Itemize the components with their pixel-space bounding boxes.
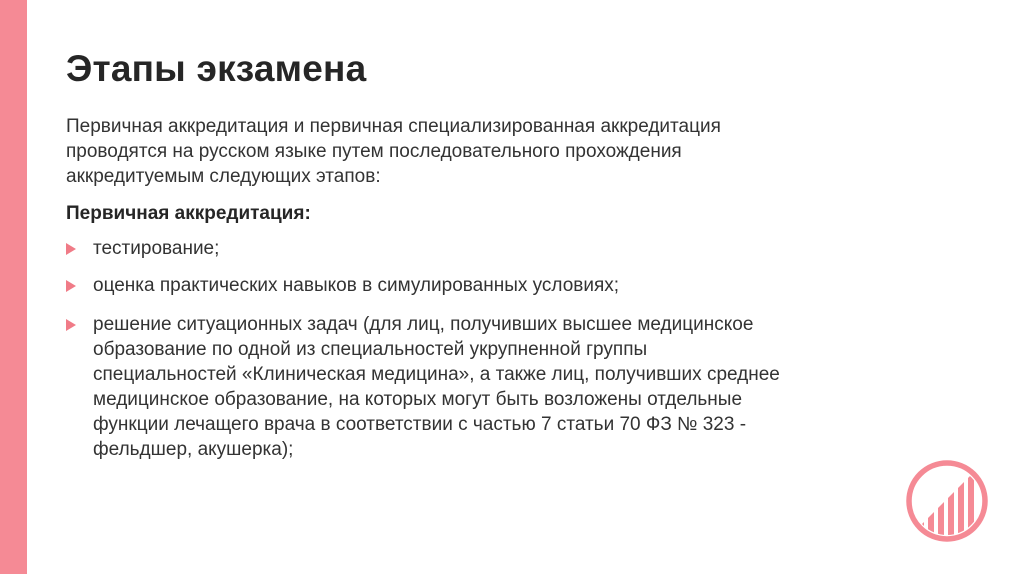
growth-chart-logo-icon <box>904 458 990 544</box>
slide-title: Этапы экзамена <box>66 48 367 89</box>
bullet-text: решение ситуационных задач (для лиц, получивших высшее медицинское образование по одной из специальностей укрупненной группы специальностей «Клиническая медицина», а также лиц, получивших среднее медицинское образование, на которых могут быть возложены отдельные функции лечащего врача в соответствии с частью 7 статьи 70 ФЗ № 323 - фельдшер, акушерка); <box>93 314 780 460</box>
triangle-right-icon <box>66 319 76 331</box>
bullet-text: тестирование; <box>93 238 220 259</box>
intro-paragraph: Первичная аккредитация и первичная специализированная аккредитация проводятся на русском языке путем последовательного прохождения аккредитуемым следующих этапов: <box>66 116 721 187</box>
subheading: Первичная аккредитация: <box>66 203 311 224</box>
bullet-text: оценка практических навыков в симулированных условиях; <box>93 275 620 296</box>
triangle-right-icon <box>66 243 76 255</box>
left-accent-bar <box>0 0 27 574</box>
triangle-right-icon <box>66 280 76 292</box>
